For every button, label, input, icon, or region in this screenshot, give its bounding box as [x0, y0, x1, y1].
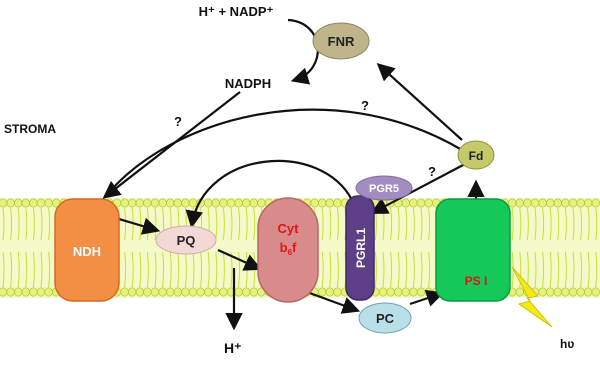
lipid-head: [182, 288, 190, 296]
lipid-head: [417, 199, 425, 207]
lipid-head: [539, 199, 547, 207]
lipid-head: [250, 288, 258, 296]
lipid-head: [159, 288, 167, 296]
lipid-head: [204, 288, 212, 296]
lipid-head: [0, 199, 7, 207]
lipid-head: [227, 199, 235, 207]
lipid-head: [235, 199, 243, 207]
pgr5-label: PGR5: [369, 183, 399, 195]
fnr-label: FNR: [327, 34, 355, 49]
lipid-head: [14, 288, 22, 296]
lipid-head: [220, 199, 228, 207]
lipid-head: [562, 199, 570, 207]
lipid-head: [37, 288, 45, 296]
lipid-head: [592, 199, 600, 207]
question-mark-fd-pgrl1: ?: [428, 164, 436, 179]
lipid-head: [136, 288, 144, 296]
fd-label: Fd: [468, 149, 484, 163]
pgrl1-label: PGRL1: [354, 227, 368, 269]
nadph-label: NADPH: [224, 76, 272, 91]
lipid-head: [189, 288, 197, 296]
b6f-label: $b_6f$: [279, 240, 297, 257]
stroma-label: STROMA: [4, 122, 56, 136]
lipid-head: [166, 199, 174, 207]
pq-label: PQ: [176, 233, 196, 248]
lipid-head: [410, 288, 418, 296]
lipid-head: [22, 288, 30, 296]
lipid-head: [212, 199, 220, 207]
lipid-head: [204, 199, 212, 207]
lipid-head: [151, 288, 159, 296]
question-mark-nadph: ?: [174, 114, 182, 129]
lipid-head: [121, 199, 129, 207]
lipid-head: [151, 199, 159, 207]
lipid-head: [30, 288, 38, 296]
lipid-head: [258, 199, 266, 207]
lipid-head: [554, 199, 562, 207]
lipid-head: [242, 288, 250, 296]
lipid-head: [189, 199, 197, 207]
lipid-head: [524, 199, 532, 207]
lipid-head: [0, 288, 7, 296]
proton-label: H⁺: [224, 340, 242, 356]
question-mark-fd-ndh: ?: [361, 98, 369, 113]
lipid-head: [318, 288, 326, 296]
lipid-head: [569, 199, 577, 207]
h-nadp-label: H⁺ + NADP⁺: [198, 4, 274, 19]
lipid-head: [144, 288, 152, 296]
lipid-head: [584, 288, 592, 296]
photon-label: hʋ: [560, 337, 575, 351]
lipid-head: [174, 288, 182, 296]
lipid-head: [546, 288, 554, 296]
lipid-head: [379, 288, 387, 296]
lipid-head: [121, 288, 129, 296]
lipid-head: [250, 199, 258, 207]
lipid-head: [7, 199, 15, 207]
lipid-head: [197, 288, 205, 296]
lipid-head: [22, 199, 30, 207]
lipid-head: [212, 288, 220, 296]
lipid-head: [334, 288, 342, 296]
lipid-head: [182, 199, 190, 207]
lipid-head: [37, 199, 45, 207]
ndh-label: NDH: [72, 244, 102, 259]
lipid-head: [326, 199, 334, 207]
lipid-head: [577, 199, 585, 207]
nadp-to-nadph-arrow: [288, 20, 318, 80]
lipid-head: [14, 199, 22, 207]
lipid-head: [136, 199, 144, 207]
lipid-head: [508, 199, 516, 207]
lipid-head: [592, 288, 600, 296]
lipid-head: [554, 288, 562, 296]
lipid-head: [562, 288, 570, 296]
lipid-head: [516, 199, 524, 207]
ps1-label: PS I: [464, 274, 488, 288]
lipid-head: [220, 288, 228, 296]
cyt-label: Cyt: [277, 221, 299, 236]
lipid-head: [410, 199, 418, 207]
lipid-head: [394, 288, 402, 296]
lipid-head: [334, 199, 342, 207]
lipid-head: [539, 288, 547, 296]
lipid-head: [7, 288, 15, 296]
lipid-head: [242, 199, 250, 207]
lipid-head: [174, 199, 182, 207]
lipid-head: [531, 199, 539, 207]
text-labels: [4, 4, 574, 356]
lipid-head: [235, 288, 243, 296]
lipid-head: [128, 199, 136, 207]
lipid-head: [311, 199, 319, 207]
lipid-head: [326, 288, 334, 296]
lipid-head: [30, 199, 38, 207]
lipid-head: [425, 199, 433, 207]
pc-label: PC: [375, 311, 395, 326]
lipid-head: [417, 288, 425, 296]
lipid-head: [402, 288, 410, 296]
lipid-head: [318, 199, 326, 207]
lipid-head: [45, 199, 53, 207]
lipid-head: [159, 199, 167, 207]
lipid-head: [584, 199, 592, 207]
lipid-head: [425, 288, 433, 296]
lipid-head: [577, 288, 585, 296]
lipid-head: [144, 199, 152, 207]
lipid-head: [516, 288, 524, 296]
lipid-head: [166, 288, 174, 296]
lipid-head: [128, 288, 136, 296]
lipid-head: [402, 199, 410, 207]
lipid-head: [45, 288, 53, 296]
lipid-head: [569, 288, 577, 296]
lipid-head: [387, 288, 395, 296]
lipid-head: [546, 199, 554, 207]
